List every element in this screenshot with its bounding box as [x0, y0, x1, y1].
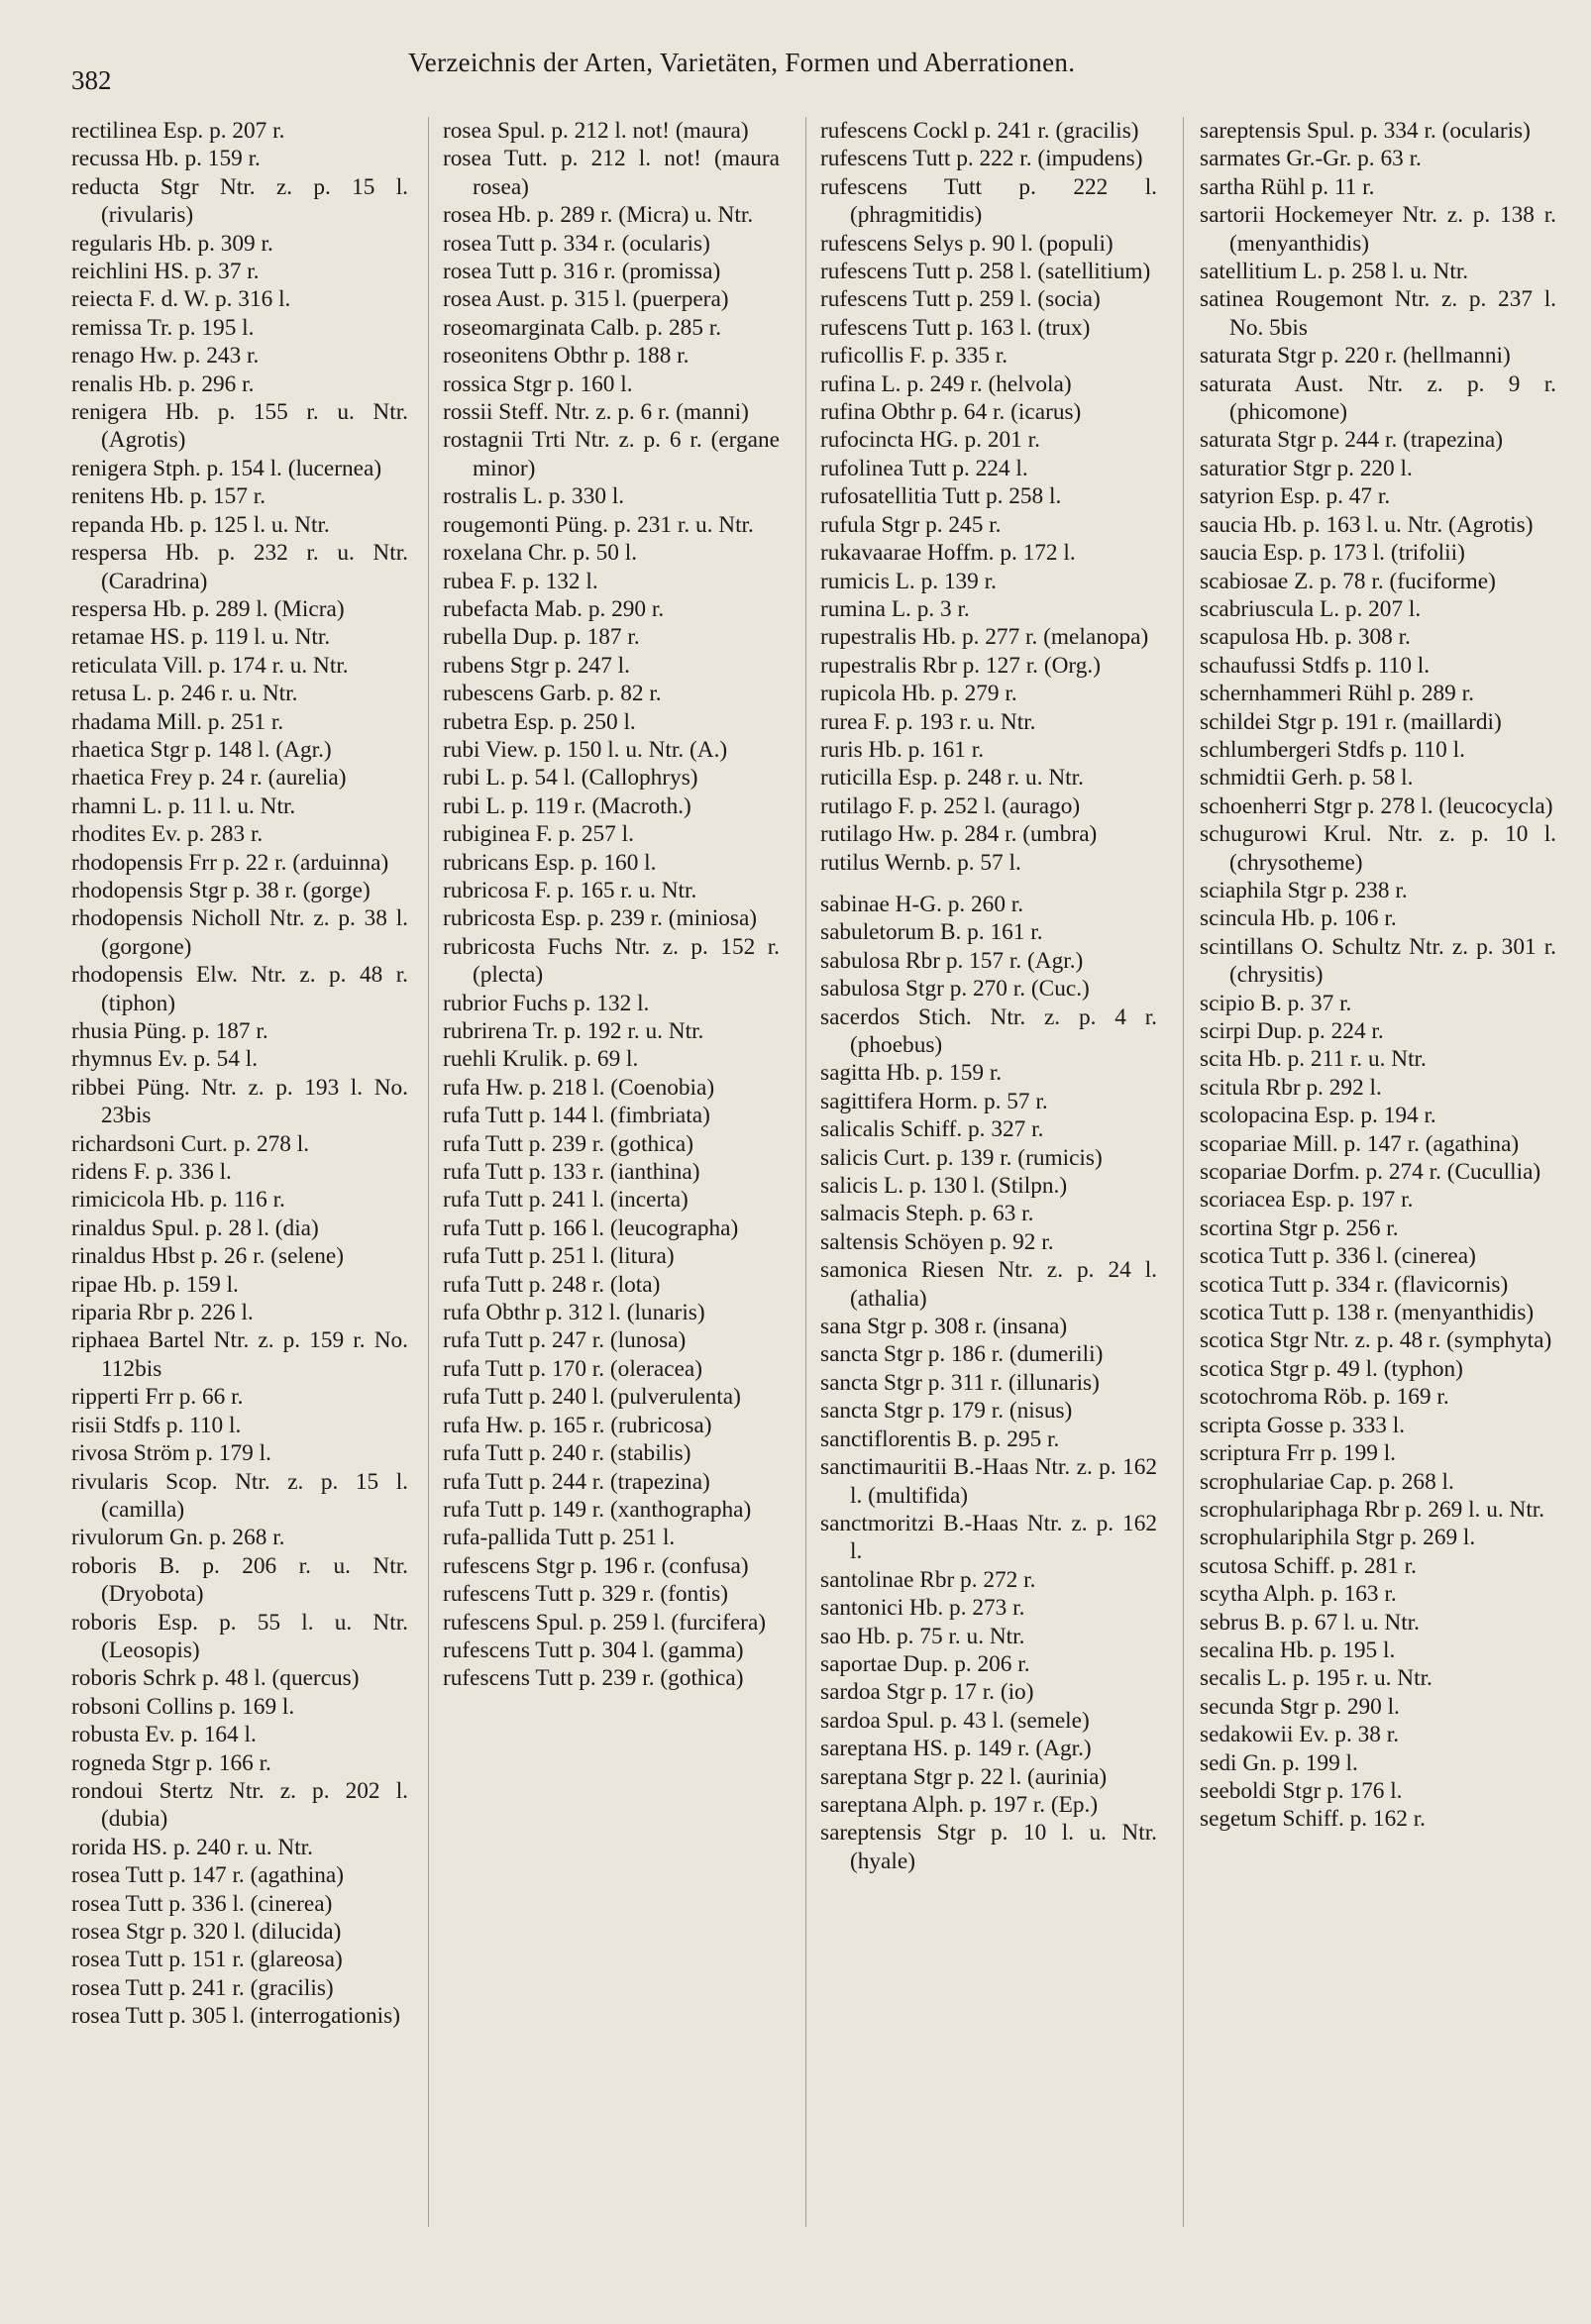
- index-entry: renigera Hb. p. 155 r. u. Ntr. (Agrotis): [71, 399, 408, 454]
- index-entry: saucia Hb. p. 163 l. u. Ntr. (Agrotis): [1200, 511, 1534, 538]
- index-entry: rubricosa F. p. 165 r. u. Ntr.: [443, 877, 697, 903]
- index-entry: schugurowi Krul. Ntr. z. p. 10 l. (chrysotheme): [1200, 821, 1556, 876]
- index-entry: sardoa Spul. p. 43 l. (semele): [820, 1707, 1090, 1734]
- index-entry: reducta Stgr Ntr. z. p. 15 l. (rivularis): [71, 173, 408, 229]
- index-entry: scotochroma Röb. p. 169 r.: [1200, 1384, 1449, 1411]
- index-entry: scolopacina Esp. p. 194 r.: [1200, 1103, 1436, 1129]
- index-entry: scripta Gosse p. 333 l.: [1200, 1412, 1406, 1438]
- index-entry: rutilago Hw. p. 284 r. (umbra): [820, 821, 1098, 848]
- index-entry: santolinae Rbr p. 272 r.: [820, 1566, 1036, 1593]
- column-divider: [805, 117, 806, 2227]
- column-divider: [1183, 117, 1184, 2227]
- index-entry: scrophulariphaga Rbr p. 269 l. u. Ntr.: [1200, 1496, 1545, 1523]
- index-entry: sareptensis Spul. p. 334 r. (ocularis): [1200, 118, 1531, 144]
- index-entry: rosea Stgr p. 320 l. (dilucida): [71, 1919, 342, 1945]
- index-entry: salicalis Schiff. p. 327 r.: [820, 1116, 1044, 1143]
- index-entry: rosea Tutt. p. 212 l. not! (maura rosea): [443, 146, 780, 200]
- index-entry: sareptana HS. p. 149 r. (Agr.): [820, 1736, 1092, 1762]
- index-entry: santonici Hb. p. 273 r.: [820, 1595, 1025, 1622]
- index-entry: ridens F. p. 336 l.: [71, 1159, 232, 1186]
- index-entry: samonica Riesen Ntr. z. p. 24 l. (athalia): [820, 1257, 1157, 1312]
- index-entry: rosea Tutt p. 334 r. (ocularis): [443, 230, 710, 257]
- index-entry: rubescens Garb. p. 82 r.: [443, 681, 662, 707]
- index-entry: rhodopensis Frr p. 22 r. (arduinna): [71, 849, 389, 876]
- index-entry: rhamni L. p. 11 l. u. Ntr.: [71, 792, 296, 819]
- index-entry: schlumbergeri Stdfs p. 110 l.: [1200, 736, 1465, 763]
- index-entry: rimicicola Hb. p. 116 r.: [71, 1187, 285, 1214]
- index-entry: satinea Rougemont Ntr. z. p. 237 l. No. 5bis: [1200, 286, 1556, 341]
- index-entry: ripperti Frr p. 66 r.: [71, 1384, 244, 1411]
- index-entry: rufescens Tutt p. 222 l. (phragmitidis): [820, 173, 1157, 229]
- index-entry: saltensis Schöyen p. 92 r.: [820, 1228, 1054, 1255]
- index-entry: rufa Tutt p. 239 r. (gothica): [443, 1130, 694, 1157]
- index-entry: rivosa Ström p. 179 l.: [71, 1440, 271, 1467]
- index-entry: scoriacea Esp. p. 197 r.: [1200, 1187, 1414, 1214]
- index-entry: rogneda Stgr p. 166 r.: [71, 1749, 271, 1776]
- index-entry: rufa Hw. p. 218 l. (Coenobia): [443, 1074, 715, 1101]
- index-entry: respersa Hb. p. 289 l. (Micra): [71, 595, 345, 622]
- index-entry: rhadama Mill. p. 251 r.: [71, 708, 284, 735]
- index-entry: respersa Hb. p. 232 r. u. Ntr. (Caradrina): [71, 540, 408, 594]
- index-entry: segetum Schiff. p. 162 r.: [1200, 1806, 1426, 1833]
- index-entry: renalis Hb. p. 296 r.: [71, 370, 255, 397]
- index-entry: remissa Tr. p. 195 l.: [71, 314, 255, 341]
- index-entry: rufescens Stgr p. 196 r. (confusa): [443, 1552, 749, 1579]
- index-entry: sareptensis Stgr p. 10 l. u. Ntr. (hyale): [820, 1820, 1157, 1874]
- index-entry: saturata Aust. Ntr. z. p. 9 r. (phicomone): [1200, 370, 1556, 426]
- index-entry: rosea Tutt p. 147 r. (agathina): [71, 1862, 345, 1889]
- index-entry: rorida HS. p. 240 r. u. Ntr.: [71, 1834, 313, 1860]
- index-entry: sartorii Hockemeyer Ntr. z. p. 138 r. (menyanthidis): [1200, 202, 1556, 257]
- index-entry: renago Hw. p. 243 r.: [71, 343, 260, 370]
- index-entry: ribbei Püng. Ntr. z. p. 193 l. No. 23bis: [71, 1074, 408, 1129]
- index-entry: rufocincta HG. p. 201 r.: [820, 427, 1040, 454]
- index-entry: ripae Hb. p. 159 l.: [71, 1271, 239, 1298]
- index-entry: risii Stdfs p. 110 l.: [71, 1412, 242, 1438]
- index-entry: roxelana Chr. p. 50 l.: [443, 540, 638, 567]
- index-entry: rosea Tutt p. 316 r. (promissa): [443, 259, 721, 285]
- index-entry: rubrior Fuchs p. 132 l.: [443, 990, 650, 1016]
- index-entry: rufa Tutt p. 170 r. (oleracea): [443, 1355, 703, 1382]
- index-entry: sabinae H-G. p. 260 r.: [820, 891, 1024, 917]
- index-entry: renigera Stph. p. 154 l. (lucernea): [71, 455, 382, 481]
- index-entry: roseonitens Obthr p. 188 r.: [443, 343, 689, 370]
- index-entry: retusa L. p. 246 r. u. Ntr.: [71, 681, 298, 707]
- index-entry: scintillans O. Schultz Ntr. z. p. 301 r. (chrysitis): [1200, 933, 1556, 989]
- index-entry: rubella Dup. p. 187 r.: [443, 624, 640, 651]
- column-divider: [428, 117, 429, 2227]
- index-entry: rhodopensis Elw. Ntr. z. p. 48 r. (tiphon): [71, 962, 408, 1016]
- index-entry: rivularis Scop. Ntr. z. p. 15 l. (camilla): [71, 1468, 408, 1523]
- index-entry: reichlini HS. p. 37 r.: [71, 259, 260, 285]
- index-entry: renitens Hb. p. 157 r.: [71, 483, 266, 510]
- index-entry: scriptura Frr p. 199 l.: [1200, 1440, 1396, 1467]
- index-entry: ruris Hb. p. 161 r.: [820, 736, 985, 763]
- running-title: Verzeichnis der Arten, Varietäten, Formen und Aberrationen.: [408, 48, 1076, 77]
- index-entry: rinaldus Spul. p. 28 l. (dia): [71, 1215, 319, 1241]
- index-entry: secunda Stgr p. 290 l.: [1200, 1693, 1400, 1720]
- index-entry: rupicola Hb. p. 279 r.: [820, 681, 1017, 707]
- index-entry: rufescens Spul. p. 259 l. (furcifera): [443, 1609, 767, 1636]
- index-entry: salicis Curt. p. 139 r. (rumicis): [820, 1144, 1103, 1171]
- index-entry: rufina Obthr p. 64 r. (icarus): [820, 399, 1082, 426]
- index-entry: rufa Tutt p. 149 r. (xanthographa): [443, 1496, 752, 1523]
- index-entry: riparia Rbr p. 226 l.: [71, 1300, 254, 1326]
- index-entry: reiecta F. d. W. p. 316 l.: [71, 286, 291, 313]
- index-entry: satellitium L. p. 258 l. u. Ntr.: [1200, 259, 1469, 285]
- index-entry: rufa Tutt p. 244 r. (trapezina): [443, 1468, 710, 1495]
- index-entry: rosea Tutt p. 336 l. (cinerea): [71, 1890, 333, 1917]
- index-entry: scopariae Mill. p. 147 r. (agathina): [1200, 1130, 1520, 1157]
- index-entry: roseomarginata Calb. p. 285 r.: [443, 314, 722, 341]
- index-entry: rumicis L. p. 139 r.: [820, 568, 997, 594]
- index-entry: rupestralis Hb. p. 277 r. (melanopa): [820, 624, 1149, 651]
- index-entry: robusta Ev. p. 164 l.: [71, 1722, 257, 1748]
- index-entry: scabriuscula L. p. 207 l.: [1200, 595, 1422, 622]
- index-entry: sancta Stgr p. 311 r. (illunaris): [820, 1369, 1100, 1396]
- index-entry: rutilago F. p. 252 l. (aurago): [820, 792, 1081, 819]
- index-entry: ruticilla Esp. p. 248 r. u. Ntr.: [820, 765, 1084, 792]
- index-entry: saturata Stgr p. 220 r. (hellmanni): [1200, 343, 1511, 370]
- index-entry: rufa Tutt p. 166 l. (leucographa): [443, 1215, 739, 1241]
- index-entry: sedi Gn. p. 199 l.: [1200, 1749, 1358, 1776]
- index-entry: rufescens Tutt p. 222 r. (impudens): [820, 146, 1143, 172]
- index-entry: scortina Stgr p. 256 r.: [1200, 1215, 1399, 1241]
- index-entry: scitula Rbr p. 292 l.: [1200, 1074, 1382, 1101]
- index-entry: richardsoni Curt. p. 278 l.: [71, 1130, 310, 1157]
- index-entry: scita Hb. p. 211 r. u. Ntr.: [1200, 1046, 1427, 1073]
- index-entry: rufa Tutt p. 240 r. (stabilis): [443, 1440, 691, 1467]
- index-entry: rufescens Selys p. 90 l. (populi): [820, 230, 1114, 257]
- index-entry: rhaetica Stgr p. 148 l. (Agr.): [71, 736, 332, 763]
- index-entry: sedakowii Ev. p. 38 r.: [1200, 1722, 1400, 1748]
- index-entry: schaufussi Stdfs p. 110 l.: [1200, 652, 1431, 679]
- index-entry: rinaldus Hbst p. 26 r. (selene): [71, 1243, 344, 1270]
- index-entry: rhaetica Frey p. 24 r. (aurelia): [71, 765, 347, 792]
- index-entry: schoenherri Stgr p. 278 l. (leucocycla): [1200, 792, 1553, 819]
- index-entry: rhodopensis Nicholl Ntr. z. p. 38 l. (gorgone): [71, 905, 408, 960]
- index-entry: secalina Hb. p. 195 l.: [1200, 1637, 1396, 1663]
- index-entry: roboris Esp. p. 55 l. u. Ntr. (Leosopis): [71, 1609, 408, 1663]
- index-entry: rubricosta Fuchs Ntr. z. p. 152 r. (plecta): [443, 933, 780, 989]
- index-entry: rufa-pallida Tutt p. 251 l.: [443, 1525, 676, 1551]
- index-column-3: [820, 117, 1157, 1875]
- index-entry: scutosa Schiff. p. 281 r.: [1200, 1552, 1417, 1579]
- index-entry: rupestralis Rbr p. 127 r. (Org.): [820, 652, 1101, 679]
- index-entry: salicis L. p. 130 l. (Stilpn.): [820, 1173, 1068, 1200]
- index-entry: rufolinea Tutt p. 224 l.: [820, 455, 1028, 481]
- index-entry: rufa Tutt p. 241 l. (incerta): [443, 1187, 689, 1214]
- index-entry: scrophulariphila Stgr p. 269 l.: [1200, 1525, 1476, 1551]
- index-entry: rufina L. p. 249 r. (helvola): [820, 370, 1072, 397]
- index-entry: rufescens Tutt p. 329 r. (fontis): [443, 1581, 728, 1608]
- index-entry: rosea Aust. p. 315 l. (puerpera): [443, 286, 729, 313]
- index-entry: rurea F. p. 193 r. u. Ntr.: [820, 708, 1036, 735]
- index-entry: sareptana Stgr p. 22 l. (aurinia): [820, 1763, 1108, 1790]
- index-entry: sagittifera Horm. p. 57 r.: [820, 1088, 1048, 1114]
- index-entry: scotica Tutt p. 334 r. (flavicornis): [1200, 1271, 1509, 1298]
- index-entry: rondoui Stertz Ntr. z. p. 202 l. (dubia): [71, 1777, 408, 1833]
- index-entry: rhodites Ev. p. 283 r.: [71, 821, 264, 848]
- index-entry: rufescens Tutt p. 239 r. (gothica): [443, 1665, 744, 1692]
- index-entry: rufescens Tutt p. 259 l. (socia): [820, 286, 1101, 313]
- index-column-2: [443, 117, 780, 1693]
- index-entry: recussa Hb. p. 159 r.: [71, 146, 261, 172]
- index-entry: schildei Stgr p. 191 r. (maillardi): [1200, 708, 1502, 735]
- index-entry: scopariae Dorfm. p. 274 r. (Cucullia): [1200, 1159, 1541, 1186]
- index-entry: sao Hb. p. 75 r. u. Ntr.: [820, 1623, 1025, 1649]
- index-entry: rufescens Tutt p. 258 l. (satellitium): [820, 259, 1151, 285]
- index-entry: scotica Stgr p. 49 l. (typhon): [1200, 1355, 1463, 1382]
- index-entry: rubefacta Mab. p. 290 r.: [443, 595, 665, 622]
- index-entry: rubricosta Esp. p. 239 r. (miniosa): [443, 905, 758, 932]
- index-column-4: [1200, 117, 1556, 1834]
- index-entry: saucia Esp. p. 173 l. (trifolii): [1200, 540, 1465, 567]
- index-entry: rubiginea F. p. 257 l.: [443, 821, 634, 848]
- index-entry: ruficollis F. p. 335 r.: [820, 343, 1008, 370]
- index-entry: rossii Steff. Ntr. z. p. 6 r. (manni): [443, 399, 749, 426]
- index-entry: sarmates Gr.-Gr. p. 63 r.: [1200, 146, 1422, 172]
- index-entry: rufa Tutt p. 133 r. (ianthina): [443, 1159, 700, 1186]
- index-entry: schernhammeri Rühl p. 289 r.: [1200, 681, 1474, 707]
- index-entry: rubricans Esp. p. 160 l.: [443, 849, 657, 876]
- index-entry: rufescens Cockl p. 241 r. (gracilis): [820, 118, 1139, 144]
- index-entry: scabiosae Z. p. 78 r. (fuciforme): [1200, 568, 1496, 594]
- index-entry: robsoni Collins p. 169 l.: [71, 1693, 295, 1720]
- index-entry: sardoa Stgr p. 17 r. (io): [820, 1679, 1034, 1706]
- index-entry: roboris Schrk p. 48 l. (quercus): [71, 1665, 360, 1692]
- index-entry: sareptana Alph. p. 197 r. (Ep.): [820, 1791, 1099, 1818]
- index-entry: rufescens Tutt p. 304 l. (gamma): [443, 1637, 744, 1663]
- index-entry: rufescens Tutt p. 163 l. (trux): [820, 314, 1091, 341]
- index-entry: sana Stgr p. 308 r. (insana): [820, 1314, 1068, 1340]
- index-entry: rufa Tutt p. 240 l. (pulverulenta): [443, 1384, 741, 1411]
- index-entry: rufa Obthr p. 312 l. (lunaris): [443, 1300, 705, 1326]
- index-entry: rufa Hw. p. 165 r. (rubricosa): [443, 1412, 712, 1438]
- index-entry: rivulorum Gn. p. 268 r.: [71, 1525, 285, 1551]
- index-entry: scirpi Dup. p. 224 r.: [1200, 1018, 1384, 1044]
- index-entry: rubetra Esp. p. 250 l.: [443, 708, 636, 735]
- index-entry: rubi View. p. 150 l. u. Ntr. (A.): [443, 736, 728, 763]
- index-entry: regularis Hb. p. 309 r.: [71, 230, 273, 257]
- index-entry: rufa Tutt p. 247 r. (lunosa): [443, 1327, 687, 1354]
- index-entry: rosea Tutt p. 241 r. (gracilis): [71, 1974, 334, 2001]
- index-entry: scytha Alph. p. 163 r.: [1200, 1581, 1397, 1608]
- index-entry: rossica Stgr p. 160 l.: [443, 370, 633, 397]
- index-entry: sabulosa Rbr p. 157 r. (Agr.): [820, 947, 1084, 974]
- index-entry: sanctmoritzi B.-Haas Ntr. z. p. 162 l.: [820, 1510, 1157, 1565]
- index-entry: rubea F. p. 132 l.: [443, 568, 598, 594]
- index-entry: scipio B. p. 37 r.: [1200, 990, 1352, 1016]
- index-entry: scapulosa Hb. p. 308 r.: [1200, 624, 1411, 651]
- index-entry: saturatior Stgr p. 220 l.: [1200, 455, 1413, 481]
- index-entry: secalis L. p. 195 r. u. Ntr.: [1200, 1665, 1432, 1692]
- index-entry: sagitta Hb. p. 159 r.: [820, 1060, 1003, 1087]
- index-entry: salmacis Steph. p. 63 r.: [820, 1201, 1034, 1227]
- index-entry: scotica Tutt p. 336 l. (cinerea): [1200, 1243, 1476, 1270]
- index-entry: repanda Hb. p. 125 l. u. Ntr.: [71, 511, 330, 538]
- index-entry: rhodopensis Stgr p. 38 r. (gorge): [71, 877, 371, 903]
- index-entry: sciaphila Stgr p. 238 r.: [1200, 877, 1408, 903]
- index-entry: rumina L. p. 3 r.: [820, 595, 970, 622]
- index-entry: rubi L. p. 54 l. (Callophrys): [443, 765, 698, 792]
- index-entry: sacerdos Stich. Ntr. z. p. 4 r. (phoebus): [820, 1004, 1157, 1058]
- index-entry: scotica Stgr Ntr. z. p. 48 r. (symphyta): [1200, 1327, 1552, 1354]
- index-entry: rufula Stgr p. 245 r.: [820, 511, 1002, 538]
- index-entry: rhymnus Ev. p. 54 l.: [71, 1046, 259, 1073]
- index-entry: rostralis L. p. 330 l.: [443, 483, 625, 510]
- index-entry: rougemonti Püng. p. 231 r. u. Ntr.: [443, 511, 754, 538]
- index-entry: rosea Tutt p. 305 l. (interrogationis): [71, 2003, 400, 2030]
- index-entry: rectilinea Esp. p. 207 r.: [71, 118, 285, 144]
- index-entry: sebrus B. p. 67 l. u. Ntr.: [1200, 1609, 1420, 1636]
- index-entry: ruehli Krulik. p. 69 l.: [443, 1046, 639, 1073]
- index-entry: rosea Tutt p. 151 r. (glareosa): [71, 1947, 343, 1973]
- index-entry: satyrion Esp. p. 47 r.: [1200, 483, 1391, 510]
- index-entry: rostagnii Trti Ntr. z. p. 6 r. (ergane minor): [443, 427, 780, 481]
- page-number: 382: [71, 65, 112, 95]
- index-entry: sartha Rühl p. 11 r.: [1200, 173, 1375, 200]
- index-entry: rufa Tutt p. 144 l. (fimbriata): [443, 1103, 710, 1129]
- index-column-1: [71, 117, 408, 2031]
- index-entry: saturata Stgr p. 244 r. (trapezina): [1200, 427, 1503, 454]
- index-entry: rufosatellitia Tutt p. 258 l.: [820, 483, 1062, 510]
- index-entry: rosea Spul. p. 212 l. not! (maura): [443, 118, 749, 144]
- index-entry: sanctiflorentis B. p. 295 r.: [820, 1426, 1060, 1452]
- index-entry: roboris B. p. 206 r. u. Ntr. (Dryobota): [71, 1552, 408, 1608]
- index-entry: rukavaarae Hoffm. p. 172 l.: [820, 540, 1076, 567]
- index-entry: rufa Tutt p. 248 r. (lota): [443, 1271, 661, 1298]
- index-entry: retamae HS. p. 119 l. u. Ntr.: [71, 624, 331, 651]
- index-entry: rubrirena Tr. p. 192 r. u. Ntr.: [443, 1018, 704, 1044]
- index-entry: reticulata Vill. p. 174 r. u. Ntr.: [71, 652, 349, 679]
- index-entry: rubens Stgr p. 247 l.: [443, 652, 630, 679]
- index-entry: sabulosa Stgr p. 270 r. (Cuc.): [820, 976, 1090, 1003]
- index-entry: schmidtii Gerh. p. 58 l.: [1200, 765, 1414, 792]
- index-entry: riphaea Bartel Ntr. z. p. 159 r. No. 112bis: [71, 1327, 408, 1382]
- page-header: [71, 44, 1532, 95]
- index-entry: rhusia Püng. p. 187 r.: [71, 1018, 268, 1044]
- index-entry: scrophulariae Cap. p. 268 l.: [1200, 1468, 1454, 1495]
- index-entry: rutilus Wernb. p. 57 l.: [820, 849, 1021, 876]
- index-entry: sancta Stgr p. 179 r. (nisus): [820, 1398, 1073, 1425]
- index-entry: rubi L. p. 119 r. (Macroth.): [443, 792, 691, 819]
- index-entry: sanctimauritii B.-Haas Ntr. z. p. 162 l. (multifida): [820, 1454, 1157, 1509]
- index-entry: rufa Tutt p. 251 l. (litura): [443, 1243, 675, 1270]
- index-entry: scotica Tutt p. 138 r. (menyanthidis): [1200, 1300, 1535, 1326]
- index-entry: rosea Hb. p. 289 r. (Micra) u. Ntr.: [443, 202, 754, 229]
- index-entry: sancta Stgr p. 186 r. (dumerili): [820, 1341, 1104, 1368]
- index-entry: scincula Hb. p. 106 r.: [1200, 905, 1397, 932]
- index-entry: saportae Dup. p. 206 r.: [820, 1650, 1030, 1677]
- index-entry: sabuletorum B. p. 161 r.: [820, 919, 1043, 946]
- index-entry: seeboldi Stgr p. 176 l.: [1200, 1777, 1403, 1804]
